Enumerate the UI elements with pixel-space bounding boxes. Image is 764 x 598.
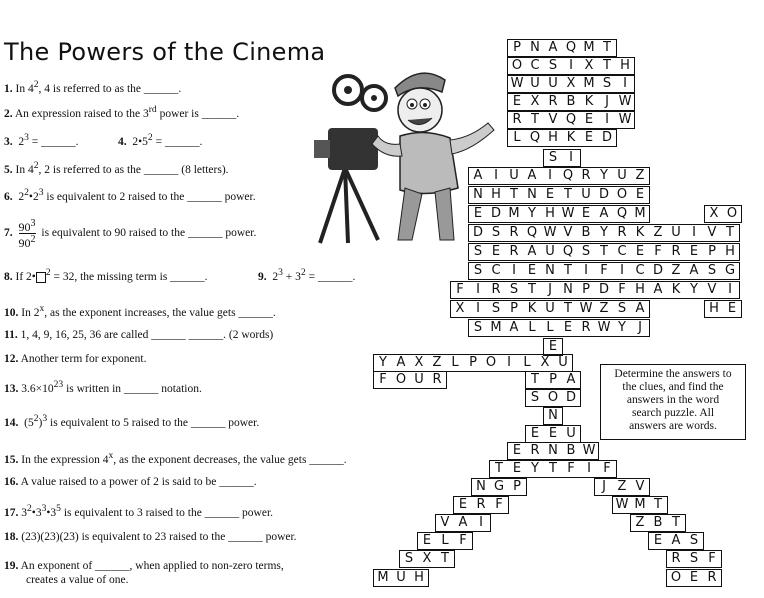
grid-letter: R bbox=[581, 320, 591, 335]
grid-letter: H bbox=[548, 130, 558, 145]
grid-letter: W bbox=[615, 497, 629, 512]
grid-letter: S bbox=[473, 244, 483, 259]
question-9: 9. $2^3 + 3^2$ = ______. bbox=[258, 267, 356, 283]
grid-letter: N bbox=[548, 443, 558, 458]
grid-letter: T bbox=[603, 40, 611, 55]
grid-letter: S bbox=[581, 244, 591, 259]
grid-letter: S bbox=[548, 58, 558, 73]
grid-letter: E bbox=[473, 206, 483, 221]
grid-letter: I bbox=[494, 168, 498, 183]
grid-letter: T bbox=[564, 301, 572, 316]
grid-letter: A bbox=[458, 515, 468, 530]
grid-letter: W bbox=[543, 225, 557, 240]
grid-letter: E bbox=[512, 443, 522, 458]
grid-letter: F bbox=[495, 497, 503, 512]
grid-letter: I bbox=[623, 76, 627, 91]
grid-letter: R bbox=[707, 570, 717, 585]
grid-letter: L bbox=[546, 320, 554, 335]
grid-letter: D bbox=[565, 390, 576, 405]
grid-letter: A bbox=[396, 355, 406, 370]
grid-letter: F bbox=[618, 282, 626, 297]
grid-letter: I bbox=[507, 355, 511, 370]
grid-letter: S bbox=[689, 533, 699, 548]
question-5: 5. In $4^2$, 2 is referred to as the ______ (8 letters). bbox=[4, 160, 229, 176]
fraction: $\frac{90^3}{90^2}$ bbox=[18, 217, 36, 250]
grid-letter: F bbox=[456, 282, 464, 297]
worksheet-title: The Powers of the Cinema bbox=[4, 38, 326, 66]
grid-letter: P bbox=[510, 301, 518, 316]
question-8: 8. If 2• $^2$ = 32, the missing term is ______. bbox=[4, 267, 208, 283]
grid-letter: Y bbox=[531, 461, 539, 476]
grid-letter: Z bbox=[635, 515, 645, 530]
grid-letter: E bbox=[512, 461, 522, 476]
grid-letter: C bbox=[635, 263, 645, 278]
grid-letter: I bbox=[728, 282, 732, 297]
grid-letter: X bbox=[709, 206, 719, 221]
grid-letter: Z bbox=[617, 479, 627, 494]
grid-letter: R bbox=[509, 225, 519, 240]
grid-letter: T bbox=[726, 225, 734, 240]
grid-letter: Y bbox=[600, 225, 608, 240]
grid-letter: H bbox=[725, 244, 735, 259]
grid-letter: Z bbox=[653, 225, 663, 240]
grid-letter: R bbox=[548, 94, 558, 109]
grid-letter: T bbox=[654, 497, 662, 512]
grid-letter: N bbox=[548, 408, 558, 423]
grid-letter: T bbox=[531, 372, 539, 387]
grid-letter: O bbox=[485, 355, 497, 370]
grid-letter: U bbox=[530, 76, 540, 91]
grid-letter: M bbox=[377, 570, 389, 585]
grid-letter: S bbox=[530, 390, 540, 405]
grid-letter: X bbox=[530, 94, 540, 109]
grid-letter: W bbox=[618, 94, 632, 109]
grid-letter: E bbox=[689, 570, 699, 585]
grid-letter: E bbox=[527, 263, 537, 278]
grid-letter: F bbox=[708, 551, 716, 566]
grid-letter: P bbox=[582, 282, 590, 297]
grid-letter: U bbox=[671, 225, 681, 240]
grid-letter: E bbox=[548, 339, 558, 354]
grid-letter: E bbox=[458, 497, 468, 512]
grid-letter: F bbox=[654, 244, 662, 259]
grid-letter: Q bbox=[565, 40, 577, 55]
grid-letter: Z bbox=[599, 301, 609, 316]
grid-letter: A bbox=[473, 168, 483, 183]
grid-letter: U bbox=[509, 168, 519, 183]
grid-letter: I bbox=[605, 112, 609, 127]
grid-letter: L bbox=[528, 320, 536, 335]
grid-letter: T bbox=[549, 461, 557, 476]
grid-letter: X bbox=[455, 301, 465, 316]
grid-letter: D bbox=[472, 225, 483, 240]
question-7: 7. $\frac{90^3}{90^2}$ is equivalent to 90 raised to the ______ power. bbox=[4, 217, 257, 250]
grid-letter: J bbox=[602, 479, 606, 494]
grid-letter: X bbox=[414, 355, 424, 370]
grid-letter: B bbox=[566, 94, 576, 109]
question-18: 18. (23)(23)(23) is equivalent to 23 raised to the ______ power. bbox=[4, 531, 297, 543]
grid-letter: U bbox=[548, 76, 558, 91]
grid-letter: U bbox=[558, 355, 568, 370]
grid-letter: T bbox=[603, 58, 611, 73]
grid-letter: K bbox=[584, 94, 594, 109]
grid-letter: H bbox=[709, 301, 719, 316]
grid-letter: S bbox=[491, 301, 501, 316]
grid-letter: V bbox=[548, 112, 558, 127]
instructions-box: Determine the answers to the clues, and find the answers in the word search puzzle. All answers are words. bbox=[600, 364, 746, 440]
grid-letter: N bbox=[527, 187, 537, 202]
grid-letter: H bbox=[620, 58, 630, 73]
grid-letter: A bbox=[689, 263, 699, 278]
grid-letter: I bbox=[569, 58, 573, 73]
grid-letter: F bbox=[600, 263, 608, 278]
grid-letter: B bbox=[653, 515, 663, 530]
grid-letter: E bbox=[563, 320, 573, 335]
grid-letter: O bbox=[511, 58, 523, 73]
grid-letter: H bbox=[635, 282, 645, 297]
grid-letter: K bbox=[671, 282, 681, 297]
grid-letter: H bbox=[414, 570, 424, 585]
grid-letter: T bbox=[600, 244, 608, 259]
grid-letter: D bbox=[490, 206, 501, 221]
grid-letter: A bbox=[653, 282, 663, 297]
grid-letter: D bbox=[601, 130, 612, 145]
grid-letter: E bbox=[689, 244, 699, 259]
grid-letter: V bbox=[440, 515, 450, 530]
grid-letter: T bbox=[528, 282, 536, 297]
grid-letter: K bbox=[566, 130, 576, 145]
question-4: 4. $2•5^2$ = ______. bbox=[118, 132, 203, 148]
grid-letter: S bbox=[404, 551, 414, 566]
grid-letter: Q bbox=[529, 130, 541, 145]
grid-letter: M bbox=[583, 40, 595, 55]
grid-letter: C bbox=[530, 58, 540, 73]
grid-letter: A bbox=[671, 533, 681, 548]
grid-letter: S bbox=[602, 76, 612, 91]
grid-letter: R bbox=[432, 372, 442, 387]
grid-letter: E bbox=[548, 426, 558, 441]
question-12: 12. Another term for exponent. bbox=[4, 353, 147, 365]
grid-letter: J bbox=[548, 282, 552, 297]
grid-letter: P bbox=[708, 244, 716, 259]
grid-letter: H bbox=[491, 187, 501, 202]
grid-letter: R bbox=[530, 443, 540, 458]
grid-letter: F bbox=[603, 461, 611, 476]
grid-letter: U bbox=[545, 301, 555, 316]
grid-letter: K bbox=[527, 301, 537, 316]
question-16: 16. A value raised to a power of 2 is said to be ______. bbox=[4, 476, 257, 488]
grid-letter: F bbox=[379, 372, 387, 387]
grid-letter: N bbox=[545, 263, 555, 278]
grid-letter: I bbox=[692, 225, 696, 240]
question-11: 11. 1, 4, 9, 16, 25, 36 are called ______ ______. (2 words) bbox=[4, 329, 274, 341]
grid-letter: K bbox=[635, 225, 645, 240]
grid-letter: O bbox=[670, 570, 682, 585]
grid-letter: N bbox=[563, 282, 573, 297]
grid-letter: E bbox=[491, 244, 501, 259]
grid-letter: V bbox=[635, 479, 645, 494]
grid-letter: O bbox=[547, 390, 559, 405]
grid-letter: U bbox=[566, 426, 576, 441]
grid-letter: M bbox=[508, 206, 520, 221]
grid-letter: Y bbox=[690, 282, 698, 297]
grid-letter: U bbox=[414, 372, 424, 387]
grid-letter: C bbox=[617, 244, 627, 259]
grid-letter: T bbox=[564, 187, 572, 202]
grid-letter: E bbox=[581, 206, 591, 221]
grid-letter: N bbox=[473, 187, 483, 202]
grid-letter: S bbox=[473, 263, 483, 278]
grid-letter: R bbox=[671, 551, 681, 566]
grid-letter: I bbox=[512, 263, 516, 278]
grid-letter: X bbox=[540, 355, 550, 370]
grid-letter: A bbox=[527, 168, 537, 183]
grid-letter: M bbox=[490, 320, 502, 335]
grid-letter: Q bbox=[526, 225, 538, 240]
grid-letter: E bbox=[653, 533, 663, 548]
grid-letter: Q bbox=[616, 206, 628, 221]
grid-letter: T bbox=[495, 461, 503, 476]
grid-letter: B bbox=[566, 443, 576, 458]
missing-term-box bbox=[36, 272, 46, 283]
grid-letter: O bbox=[726, 206, 738, 221]
grid-letter: S bbox=[473, 320, 483, 335]
grid-letter: G bbox=[724, 263, 736, 278]
grid-letter: E bbox=[422, 533, 432, 548]
grid-letter: V bbox=[563, 225, 573, 240]
grid-letter: X bbox=[584, 58, 594, 73]
grid-letter: V bbox=[707, 225, 717, 240]
grid-letter: S bbox=[707, 263, 717, 278]
grid-letter: R bbox=[509, 244, 519, 259]
grid-letter: I bbox=[479, 515, 483, 530]
grid-letter: P bbox=[549, 372, 557, 387]
grid-letter: R bbox=[671, 244, 681, 259]
film-camera-icon bbox=[314, 76, 386, 170]
question-19: 19. An exponent of ______, when applied to non-zero terms, bbox=[4, 560, 284, 572]
grid-letter: X bbox=[566, 76, 576, 91]
grid-letter: S bbox=[689, 551, 699, 566]
grid-letter: D bbox=[652, 263, 663, 278]
question-2: 2. An expression raised to the 3rd power is ______. bbox=[4, 104, 240, 120]
grid-letter: I bbox=[584, 263, 588, 278]
grid-letter: L bbox=[451, 355, 459, 370]
grid-letter: R bbox=[617, 225, 627, 240]
question-13: 13. $3.6\times 10^{23}$ is written in ______ notation. bbox=[4, 379, 202, 395]
grid-letter: M bbox=[583, 76, 595, 91]
grid-letter: U bbox=[581, 187, 591, 202]
grid-letter: Q bbox=[565, 112, 577, 127]
grid-letter: D bbox=[598, 282, 609, 297]
grid-letter: A bbox=[548, 40, 558, 55]
grid-letter: E bbox=[545, 187, 555, 202]
grid-letter: G bbox=[493, 479, 505, 494]
grid-letter: A bbox=[635, 301, 645, 316]
question-6: 6. $2^2•2^3$ is equivalent to 2 raised to the ______ power. bbox=[4, 187, 256, 203]
grid-letter: R bbox=[476, 497, 486, 512]
grid-letter: U bbox=[617, 168, 627, 183]
grid-letter: X bbox=[422, 551, 432, 566]
grid-letter: Y bbox=[379, 355, 387, 370]
grid-letter: L bbox=[441, 533, 449, 548]
grid-letter: P bbox=[513, 40, 521, 55]
grid-letter: E bbox=[635, 244, 645, 259]
grid-letter: S bbox=[617, 301, 627, 316]
grid-letter: Z bbox=[432, 355, 442, 370]
grid-letter: Y bbox=[528, 206, 536, 221]
grid-letter: R bbox=[581, 168, 591, 183]
question-3: 3. $2^3$ = ______. bbox=[4, 132, 79, 148]
grid-letter: W bbox=[561, 206, 575, 221]
grid-letter: W bbox=[579, 301, 593, 316]
grid-letter: M bbox=[634, 206, 646, 221]
grid-letter: B bbox=[581, 225, 591, 240]
question-17: 17. $3^2•3^3•3^5$ is equivalent to 3 raised to the ______ power. bbox=[4, 503, 274, 519]
grid-letter: U bbox=[545, 244, 555, 259]
grid-letter: W bbox=[618, 112, 632, 127]
grid-letter: L bbox=[523, 355, 531, 370]
question-15: 15. In the expression 4$^x$, as the exponent decreases, the value gets ______. bbox=[4, 450, 347, 466]
grid-letter: A bbox=[509, 320, 519, 335]
grid-letter: D bbox=[598, 187, 609, 202]
grid-letter: T bbox=[441, 551, 449, 566]
grid-letter: T bbox=[564, 263, 572, 278]
grid-letter: S bbox=[548, 150, 558, 165]
grid-letter: N bbox=[530, 40, 540, 55]
grid-letter: Q bbox=[562, 168, 574, 183]
grid-letter: V bbox=[707, 282, 717, 297]
grid-letter: W bbox=[510, 76, 524, 91]
grid-letter: T bbox=[672, 515, 680, 530]
grid-letter: E bbox=[512, 94, 522, 109]
grid-letter: E bbox=[727, 301, 737, 316]
grid-letter: I bbox=[620, 263, 624, 278]
grid-letter: E bbox=[530, 426, 540, 441]
grid-letter: H bbox=[545, 206, 555, 221]
question-19-continued: creates a value of one. bbox=[26, 574, 129, 586]
grid-letter: Z bbox=[635, 168, 645, 183]
tripod-icon bbox=[320, 168, 378, 243]
grid-letter: Y bbox=[618, 320, 626, 335]
grid-letter: A bbox=[599, 206, 609, 221]
question-1: 1. In $4^2$, 4 is referred to as the ______. bbox=[4, 79, 182, 95]
grid-letter: L bbox=[513, 130, 521, 145]
grid-letter: S bbox=[491, 225, 501, 240]
grid-letter: Y bbox=[600, 168, 608, 183]
grid-letter: P bbox=[469, 355, 477, 370]
grid-letter: F bbox=[567, 461, 575, 476]
grid-letter: R bbox=[491, 282, 501, 297]
grid-letter: E bbox=[584, 130, 594, 145]
grid-letter: I bbox=[476, 301, 480, 316]
grid-letter: I bbox=[587, 461, 591, 476]
grid-letter: I bbox=[569, 150, 573, 165]
grid-letter: Z bbox=[671, 263, 681, 278]
grid-letter: Q bbox=[562, 244, 574, 259]
grid-letter: I bbox=[548, 168, 552, 183]
grid-letter: M bbox=[634, 497, 646, 512]
grid-letter: A bbox=[566, 372, 576, 387]
grid-letter: O bbox=[395, 372, 407, 387]
question-14: 14. $(5^2)^3$ is equivalent to 5 raised to the ______ power. bbox=[4, 413, 260, 429]
grid-letter: U bbox=[396, 570, 406, 585]
grid-letter: T bbox=[531, 112, 539, 127]
grid-letter: R bbox=[512, 112, 522, 127]
grid-letter: A bbox=[527, 244, 537, 259]
grid-letter: C bbox=[491, 263, 501, 278]
grid-letter: P bbox=[513, 479, 521, 494]
grid-letter: J bbox=[638, 320, 642, 335]
grid-letter: F bbox=[459, 533, 467, 548]
grid-letter: J bbox=[605, 94, 609, 109]
grid-letter: W bbox=[582, 443, 596, 458]
grid-letter: E bbox=[584, 112, 594, 127]
grid-letter: E bbox=[635, 187, 645, 202]
grid-letter: O bbox=[616, 187, 628, 202]
grid-letter: W bbox=[597, 320, 611, 335]
grid-letter: N bbox=[476, 479, 486, 494]
grid-letter: S bbox=[509, 282, 519, 297]
grid-letter: I bbox=[476, 282, 480, 297]
grid-letter: T bbox=[510, 187, 518, 202]
question-10: 10. In 2$^x$, as the exponent increases, the value gets ______. bbox=[4, 303, 276, 319]
